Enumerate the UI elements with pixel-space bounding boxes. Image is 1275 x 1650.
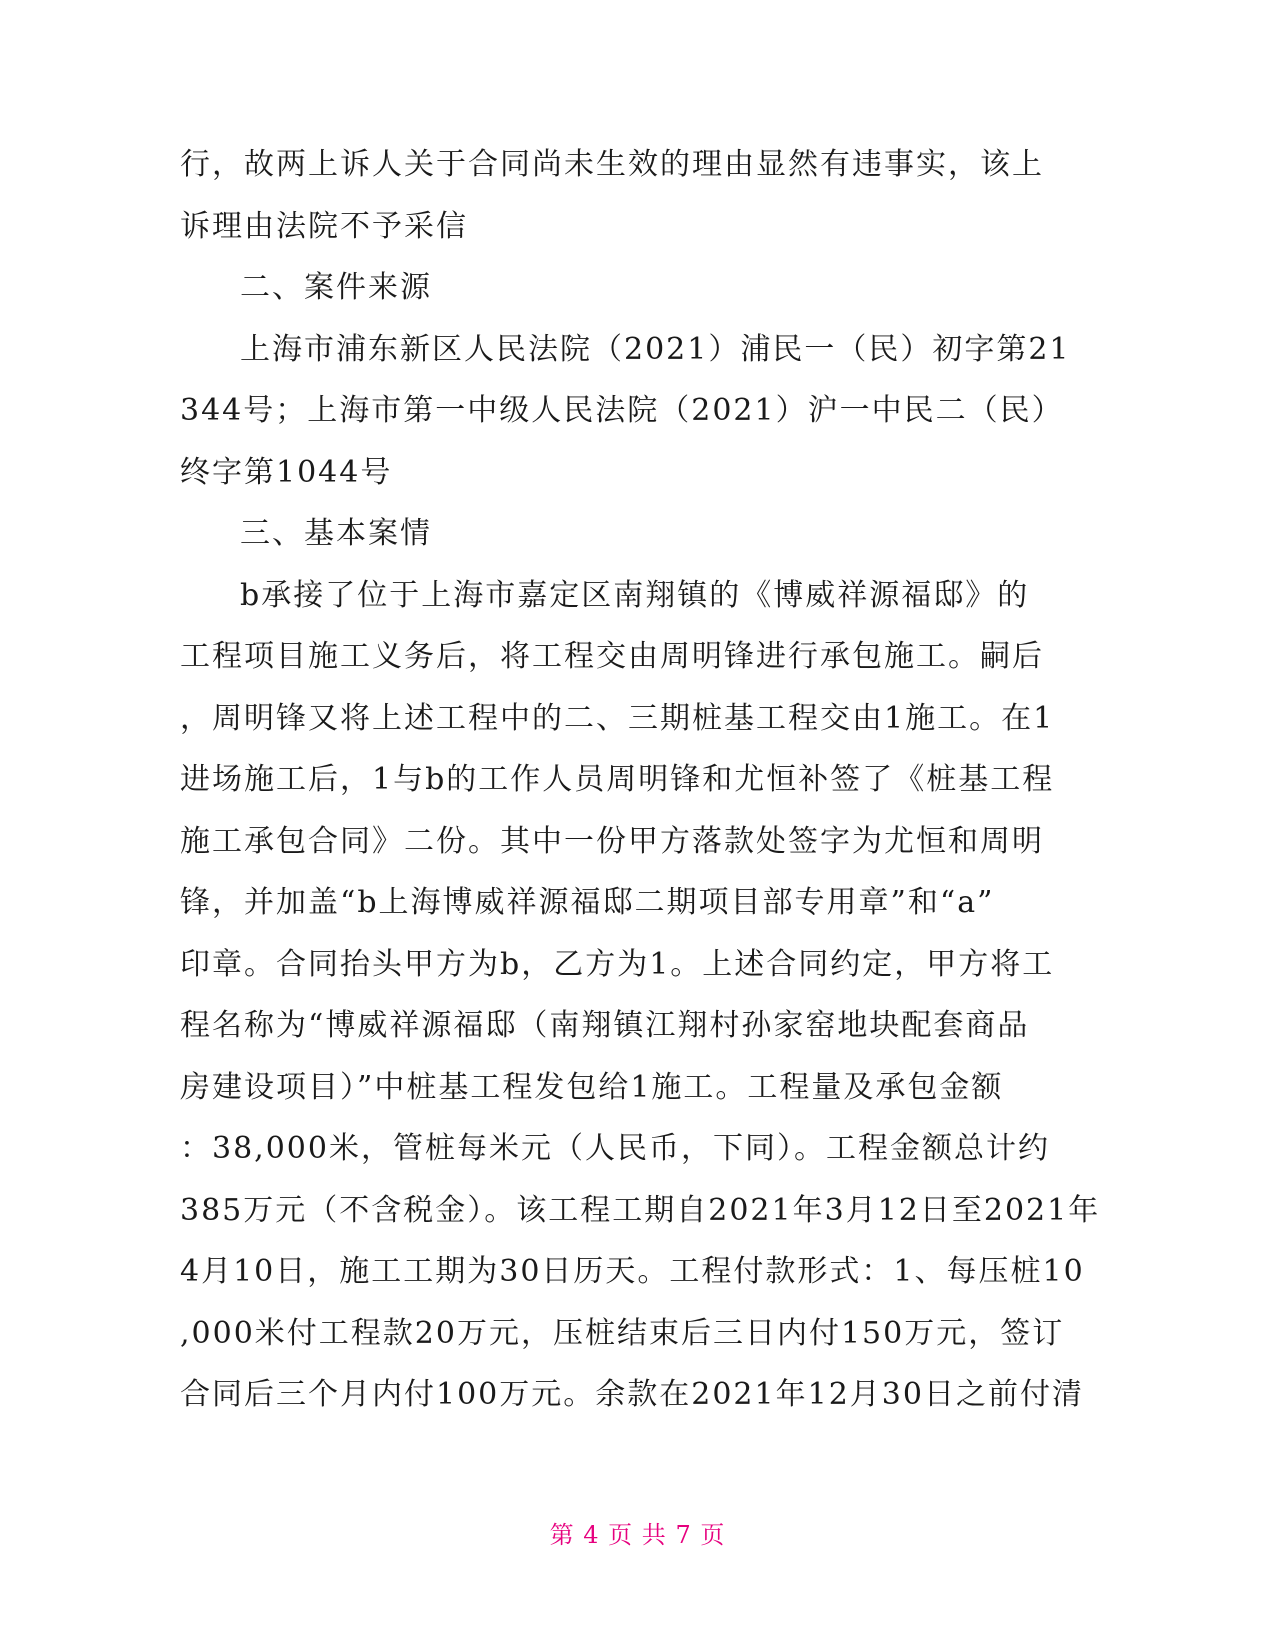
paragraph-line: ：38,000米，管桩每米元（人民币，下同）。工程金额总计约: [180, 1131, 1050, 1166]
paragraph-line: 印章。合同抬头甲方为b，乙方为1。上述合同约定，甲方将工: [180, 947, 1055, 982]
paragraph-line: b承接了位于上海市嘉定区南翔镇的《博威祥源福邸》的: [240, 578, 1030, 613]
paragraph-line: 行，故两上诉人关于合同尚未生效的理由显然有违事实，该上: [180, 147, 1044, 182]
paragraph-line: ,000米付工程款20万元，压桩结束后三日内付150万元，签订: [180, 1316, 1065, 1351]
section-heading: 三、基本案情: [240, 516, 432, 551]
paragraph-line: 385万元（不含税金）。该工程工期自2021年3月12日至2021年: [180, 1193, 1101, 1228]
paragraph-line: 房建设项目）”中桩基工程发包给1施工。工程量及承包金额: [180, 1070, 1004, 1105]
paragraph-line: 合同后三个月内付100万元。余款在2021年12月30日之前付清: [180, 1377, 1084, 1412]
paragraph-line: 程名称为“博威祥源福邸（南翔镇江翔村孙家窑地块配套商品: [180, 1008, 1030, 1043]
paragraph-line: 344号；上海市第一中级人民法院（2021）沪一中民二（民）: [180, 393, 1064, 428]
section-heading: 二、案件来源: [240, 270, 432, 305]
paragraph-line: 施工承包合同》二份。其中一份甲方落款处签字为尤恒和周明: [180, 824, 1044, 859]
paragraph-line: 4月10日，施工工期为30日历天。工程付款形式：1、每压桩10: [180, 1254, 1085, 1289]
paragraph-line: 终字第1044号: [180, 455, 393, 490]
paragraph-line: 工程项目施工义务后，将工程交由周明锋进行承包施工。嗣后: [180, 639, 1044, 674]
paragraph-line: 上海市浦东新区人民法院（2021）浦民一（民）初字第21: [240, 332, 1071, 367]
paragraph-line: 锋，并加盖“b上海博威祥源福邸二期项目部专用章”和“a”: [180, 885, 995, 920]
page-number-footer: 第 4 页 共 7 页: [549, 1521, 726, 1549]
paragraph-line: 诉理由法院不予采信: [180, 209, 468, 244]
paragraph-line: 进场施工后，1与b的工作人员周明锋和尤恒补签了《桩基工程: [180, 762, 1055, 797]
paragraph-line: ，周明锋又将上述工程中的二、三期桩基工程交由1施工。在1: [180, 701, 1055, 736]
